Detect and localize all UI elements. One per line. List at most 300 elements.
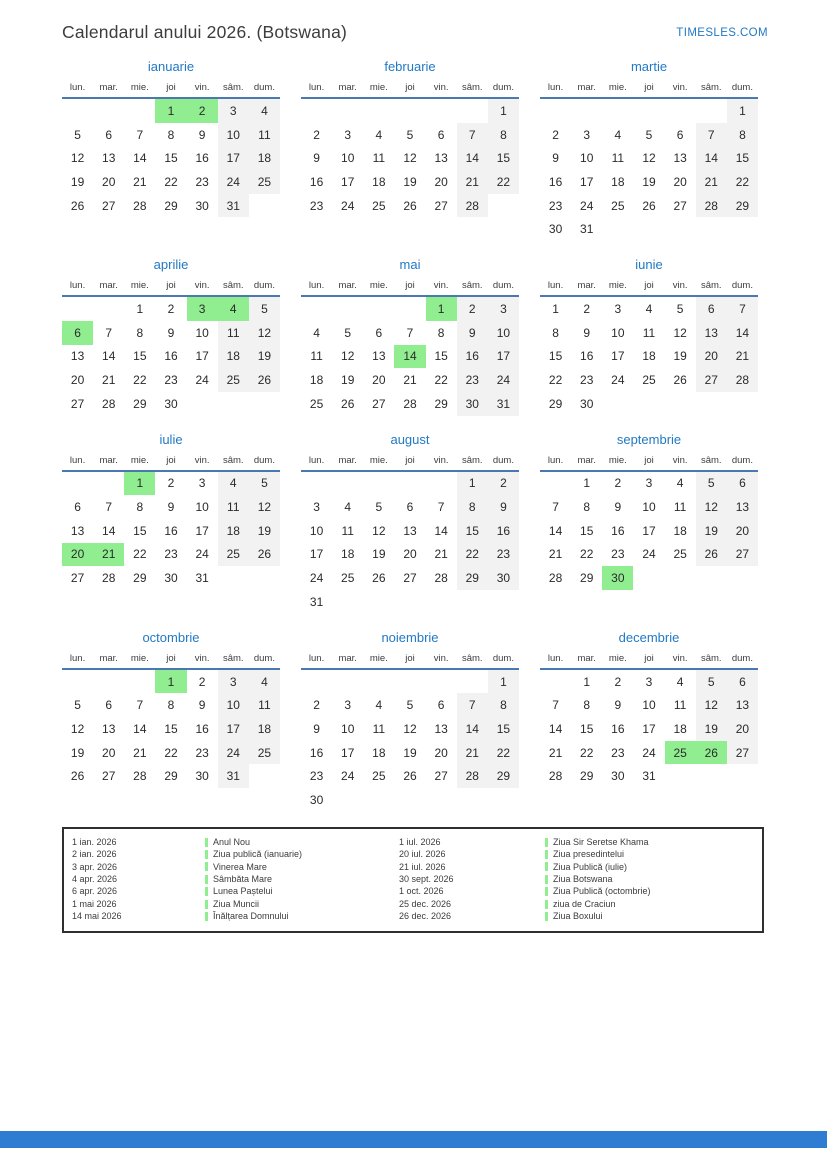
day-cell: 18 [249,146,280,170]
legend-name-text: Ziua Publică (octombrie) [553,886,651,897]
day-cell: 5 [696,670,727,694]
weekday-header: vin. [433,82,449,93]
day-cell: 8 [552,325,559,340]
weekday-header: sâm. [461,280,483,292]
day-cell: 24 [341,769,355,784]
weekday-header: sâm. [461,652,483,664]
day-cell: 5 [344,325,352,340]
day-cell: 20 [434,174,448,189]
day-cell: 21 [403,373,417,388]
day-cell: 15 [488,146,519,170]
empty-cell [540,99,571,123]
legend-date: 14 mai 2026 [72,911,122,922]
weekday-header: vin. [433,454,449,466]
month-title: august [390,431,430,447]
day-cell: 11 [310,349,323,364]
day-cell: 22 [164,174,178,189]
day-cell: 27 [696,368,727,392]
weekday-header: joi [405,280,415,292]
day-cell: 16 [164,523,178,538]
day-cell: 2 [614,476,622,491]
day-cell: 16 [164,349,178,364]
day-cell: 19 [403,174,417,189]
month-title: mai [399,257,421,273]
day-cell: 8 [583,698,591,713]
year-calendar-grid [62,59,759,812]
day-cell: 29 [457,566,488,590]
legend-name-text: Ziua Muncii [213,898,260,909]
empty-cell [62,99,93,123]
day-cell: 9 [552,151,559,166]
day-cell: 15 [164,151,178,166]
day-cell: 12 [70,151,85,166]
day-cell: 27 [70,571,85,586]
day-cell: 17 [341,745,355,760]
month-days [540,297,758,415]
day-cell: 22 [548,373,563,388]
day-cell: 10 [488,321,519,345]
day-cell: 30 [602,566,633,590]
empty-cell [62,297,93,321]
day-cell: 29 [548,396,563,411]
empty-cell [540,472,571,496]
day-cell: 2 [583,301,591,316]
day-cell: 5 [406,127,414,142]
day-cell: 28 [457,764,488,788]
day-cell: 24 [580,198,594,213]
day-cell: 9 [313,151,320,166]
day-cell: 18 [341,547,355,562]
day-cell: 25 [642,373,656,388]
day-cell: 5 [696,472,727,496]
day-cell: 11 [249,123,280,147]
day-cell: 4 [614,127,622,142]
day-cell: 16 [580,349,594,364]
day-cell: 16 [309,174,324,189]
day-cell: 10 [195,325,209,340]
weekday-header: sâm. [222,652,244,664]
day-cell: 3 [488,297,519,321]
day-cell: 11 [218,495,249,519]
day-cell: 4 [218,472,249,496]
legend-date: 2 ian. 2026 [72,849,117,860]
month-title: octombrie [142,629,200,645]
day-cell: 29 [164,769,178,784]
day-cell: 11 [642,325,656,340]
day-cell: 14 [434,523,448,538]
day-cell: 21 [133,174,147,189]
day-cell: 7 [457,693,488,717]
day-cell: 11 [372,721,386,736]
empty-cell [571,99,602,123]
day-cell: 22 [727,170,758,194]
legend-date: 3 apr. 2026 [72,861,118,872]
legend-name [545,848,762,860]
day-cell: 21 [548,745,563,760]
day-cell: 10 [309,523,324,538]
day-cell: 6 [696,297,727,321]
day-cell: 4 [645,301,653,316]
brand-link[interactable]: TIMESLES.COM [676,27,768,39]
day-cell: 1 [488,670,519,694]
day-cell: 3 [583,127,591,142]
weekday-header: mar. [338,652,357,664]
day-cell: 31 [195,571,209,586]
day-cell: 25 [249,170,280,194]
day-cell: 31 [309,594,324,609]
day-cell: 15 [580,523,594,538]
weekday-header: lun. [308,454,325,466]
legend-date: 6 apr. 2026 [72,886,118,897]
holiday-marker [545,875,548,884]
day-cell: 9 [167,325,175,340]
day-cell: 3 [187,297,218,321]
day-cell: 27 [372,396,386,411]
weekday-header: mar. [99,280,118,292]
day-cell: 26 [70,769,85,784]
month-mai [301,257,519,415]
legend-name-text: Ziua Publică (iulie) [553,861,628,872]
day-cell: 29 [133,571,147,586]
weekday-header: lun. [69,652,86,664]
day-cell: 4 [375,127,383,142]
day-cell: 4 [344,500,352,515]
month-title: iunie [635,257,663,273]
day-cell: 25 [611,198,625,213]
day-cell: 24 [309,571,324,586]
day-cell: 12 [249,495,280,519]
day-cell: 22 [580,547,594,562]
legend-date: 21 iul. 2026 [399,861,446,872]
weekday-header: lun. [69,82,86,93]
day-cell: 20 [403,547,417,562]
weekday-header-row [62,653,280,670]
holiday-marker [205,850,208,859]
holiday-marker [205,862,208,871]
day-cell: 19 [70,745,85,760]
day-cell: 17 [195,523,209,538]
day-cell: 9 [198,698,206,713]
day-cell: 3 [614,301,622,316]
day-cell: 22 [164,745,178,760]
day-cell: 15 [434,349,448,364]
day-cell: 18 [611,174,625,189]
day-cell: 1 [155,670,186,694]
month-days [301,99,519,217]
empty-cell [301,670,332,694]
day-cell: 27 [434,198,448,213]
day-cell: 27 [102,769,116,784]
day-cell: 28 [696,194,727,218]
day-cell: 16 [457,345,488,369]
day-cell: 26 [341,396,355,411]
day-cell: 18 [218,519,249,543]
day-cell: 29 [133,396,147,411]
legend-date: 1 oct. 2026 [399,886,444,897]
day-cell: 13 [727,495,758,519]
weekday-header: dum. [253,454,275,466]
empty-cell [394,670,425,694]
footer-bar [0,1131,827,1148]
day-cell: 20 [372,373,386,388]
weekday-header: vin. [433,280,449,292]
weekday-header-row [301,455,519,472]
legend-name-text: ziua de Craciun [553,898,616,909]
weekday-header: dum. [492,454,514,466]
day-cell: 17 [309,547,324,562]
day-cell: 16 [611,721,625,736]
empty-cell [301,99,332,123]
empty-cell [540,670,571,694]
day-cell: 16 [488,519,519,543]
weekday-header: vin. [672,652,688,664]
month-aprilie [62,257,280,415]
day-cell: 17 [642,721,656,736]
day-cell: 1 [583,674,591,689]
day-cell: 5 [375,500,383,515]
weekday-header: joi [405,454,415,466]
day-cell: 4 [249,670,280,694]
holiday-marker [545,838,548,847]
day-cell: 25 [249,741,280,765]
legend-name [205,873,399,885]
holiday-marker [545,900,548,909]
day-cell: 19 [249,519,280,543]
day-cell: 13 [673,151,687,166]
day-cell: 28 [457,194,488,218]
day-cell: 5 [406,698,414,713]
day-cell: 6 [676,127,684,142]
weekday-header: mie. [369,454,388,466]
empty-cell [363,670,394,694]
empty-cell [93,99,124,123]
day-cell: 11 [218,321,249,345]
legend-name-text: Ziua publică (ianuarie) [213,849,303,860]
day-cell: 27 [403,571,417,586]
day-cell: 3 [344,127,352,142]
empty-cell [394,297,425,321]
month-ianuarie [62,59,280,217]
legend-name [205,910,399,922]
legend-name [545,885,762,897]
weekday-header: mie. [130,82,149,93]
month-title: martie [630,59,668,74]
empty-cell [93,670,124,694]
month-days [301,297,519,415]
day-cell: 30 [611,769,625,784]
empty-cell [457,670,488,694]
weekday-header: joi [644,82,654,93]
day-cell: 26 [642,198,656,213]
day-cell: 30 [488,566,519,590]
month-iulie [62,432,280,590]
legend-name-text: Ziua presedintelui [553,849,625,860]
weekday-header: mie. [608,82,627,93]
day-cell: 15 [133,523,147,538]
day-cell: 15 [580,721,594,736]
weekday-header: joi [166,454,176,466]
legend-name [545,836,762,848]
weekday-header: joi [644,652,654,664]
day-cell: 14 [133,151,147,166]
day-cell: 27 [673,198,687,213]
day-cell: 13 [70,523,85,538]
day-cell: 9 [583,325,591,340]
weekday-header: joi [644,454,654,466]
day-cell: 22 [488,741,519,765]
empty-cell [457,99,488,123]
day-cell: 5 [74,127,81,142]
day-cell: 13 [70,349,85,364]
day-cell: 1 [457,472,488,496]
weekday-header: sâm. [700,82,722,93]
day-cell: 23 [309,769,324,784]
day-cell: 12 [70,721,85,736]
day-cell: 6 [727,472,758,496]
day-cell: 11 [372,151,386,166]
day-cell: 6 [105,127,113,142]
day-cell: 9 [313,721,320,736]
day-cell: 17 [642,523,656,538]
weekday-header: mie. [608,454,627,466]
day-cell: 16 [548,174,563,189]
weekday-header: vin. [433,652,449,664]
day-cell: 23 [611,547,625,562]
empty-cell [426,472,457,496]
month-title: iulie [159,431,183,447]
day-cell: 9 [614,698,622,713]
day-cell: 28 [727,368,758,392]
day-cell: 4 [676,476,684,491]
legend-name [205,898,399,910]
day-cell: 2 [552,127,559,142]
day-cell: 14 [457,146,488,170]
day-cell: 2 [187,99,218,123]
empty-cell [93,472,124,496]
day-cell: 21 [133,745,147,760]
day-cell: 19 [341,373,355,388]
day-cell: 8 [488,123,519,147]
day-cell: 20 [727,717,758,741]
day-cell: 20 [434,745,448,760]
day-cell: 26 [673,373,687,388]
day-cell: 7 [136,698,144,713]
day-cell: 13 [372,349,386,364]
day-cell: 9 [167,500,175,515]
day-cell: 13 [403,523,417,538]
weekday-header: mar. [99,652,118,664]
day-cell: 21 [93,543,124,567]
month-days [62,472,280,590]
day-cell: 5 [645,127,653,142]
day-cell: 26 [70,198,85,213]
day-cell: 6 [105,698,113,713]
day-cell: 17 [611,349,625,364]
day-cell: 6 [74,500,81,515]
day-cell: 22 [457,543,488,567]
day-cell: 15 [164,721,178,736]
day-cell: 21 [548,547,563,562]
weekday-header: lun. [547,454,564,466]
day-cell: 23 [164,373,178,388]
weekday-header: lun. [308,652,325,664]
weekday-header: sâm. [700,652,722,664]
day-cell: 5 [249,297,280,321]
day-cell: 29 [727,194,758,218]
weekday-header: joi [166,82,176,93]
day-cell: 19 [696,717,727,741]
day-cell: 4 [676,674,684,689]
day-cell: 28 [133,198,147,213]
day-cell: 13 [434,151,448,166]
day-cell: 21 [457,170,488,194]
weekday-header: dum. [253,82,275,93]
weekday-header: lun. [547,280,564,292]
day-cell: 14 [727,321,758,345]
day-cell: 31 [218,194,249,218]
day-cell: 14 [394,345,425,369]
day-cell: 22 [133,373,147,388]
weekday-header: mar. [338,280,357,292]
day-cell: 23 [309,198,324,213]
weekday-header: mie. [369,82,388,93]
weekday-header: mar. [577,280,596,292]
empty-cell [93,297,124,321]
day-cell: 6 [437,127,445,142]
weekday-header: vin. [194,454,210,466]
legend-name-text: Ziua Sir Seretse Khama [553,836,649,847]
day-cell: 7 [406,325,414,340]
day-cell: 28 [403,396,417,411]
weekday-header: sâm. [700,454,722,466]
day-cell: 2 [457,297,488,321]
day-cell: 20 [727,519,758,543]
weekday-header: lun. [547,82,564,93]
legend-name-text: Anul Nou [213,836,251,847]
month-title: noiembrie [381,629,439,645]
day-cell: 3 [313,500,320,515]
day-cell: 23 [195,174,209,189]
day-cell: 7 [552,500,559,515]
weekday-header: vin. [672,454,688,466]
day-cell: 15 [548,349,563,364]
holiday-marker [205,900,208,909]
day-cell: 8 [583,500,591,515]
day-cell: 28 [434,571,448,586]
day-cell: 23 [457,368,488,392]
day-cell: 25 [372,198,386,213]
day-cell: 23 [548,198,563,213]
holiday-marker [205,875,208,884]
weekday-header-row [540,455,758,472]
day-cell: 26 [696,543,727,567]
day-cell: 8 [136,500,144,515]
day-cell: 25 [218,368,249,392]
day-cell: 17 [218,717,249,741]
month-martie [540,59,758,241]
empty-cell [301,297,332,321]
day-cell: 14 [548,721,563,736]
day-cell: 24 [218,170,249,194]
weekday-header: vin. [194,82,210,93]
day-cell: 24 [195,373,209,388]
day-cell: 8 [488,693,519,717]
weekday-header: mie. [608,280,627,292]
day-cell: 3 [645,476,653,491]
day-cell: 7 [457,123,488,147]
day-cell: 22 [580,745,594,760]
day-cell: 14 [457,717,488,741]
